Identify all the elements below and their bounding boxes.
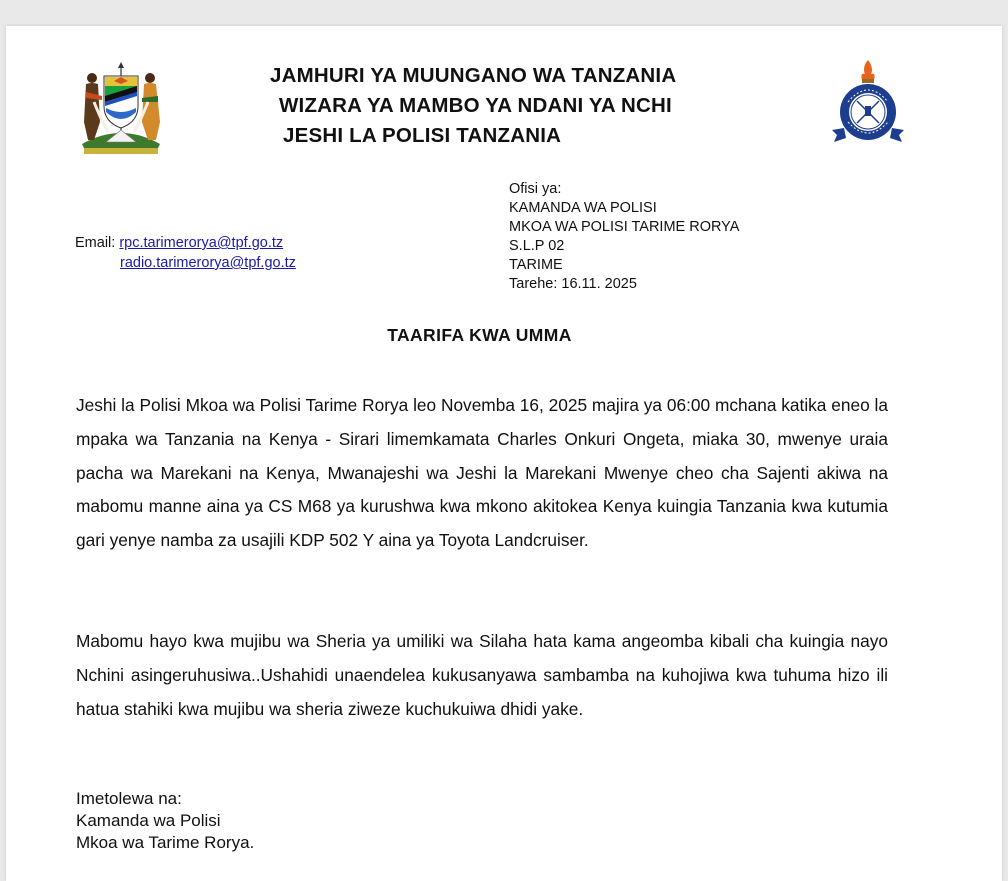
email-link-radio[interactable]: radio.tarimerorya@tpf.go.tz [120, 255, 296, 271]
office-date: Tarehe: 16.11. 2025 [509, 276, 637, 292]
document-title: TAARIFA KWA UMMA [387, 325, 572, 345]
letterhead-line-1: JAMHURI YA MUUNGANO WA TANZANIA [270, 64, 677, 87]
signoff-line-2: Kamanda wa Polisi [76, 811, 221, 830]
email-label: Email: [75, 235, 116, 251]
signoff-line-1: Imetolewa na: [76, 789, 182, 808]
letterhead-line-2: WIZARA YA MAMBO YA NDANI YA NCHI [279, 94, 672, 117]
email-link-rpc[interactable]: rpc.tarimerorya@tpf.go.tz [119, 235, 284, 251]
office-line-3: MKOA WA POLISI TARIME RORYA [509, 219, 740, 235]
signoff-line-3: Mkoa wa Tarime Rorya. [76, 833, 255, 852]
office-line-4: S.L.P 02 [509, 238, 565, 254]
police-emblem-icon [826, 58, 910, 144]
office-line-5: TARIME [509, 257, 563, 273]
office-line-1: Ofisi ya: [509, 181, 562, 197]
office-line-2: KAMANDA WA POLISI [509, 200, 657, 216]
coat-of-arms-icon [72, 62, 170, 156]
letter-page [6, 26, 1002, 881]
body-paragraph-1: Jeshi la Polisi Mkoa wa Polisi Tarime Rorya leo Novemba 16, 2025 majira ya 06:00 mchana katika eneo la mpaka wa Tanzania na Kenya - Sirari limemkamata Charles Onkuri Ongeta, miaka 30, mwenye uraia pacha wa Marekani na Kenya, Mwanajeshi wa Jeshi la Marekani Mwenye cheo cha Sajenti akiwa na mabomu manne aina ya CS M68 ya kurushwa kwa mkono akitokea Kenya kuingia Tanzania kwa kutumia gari yenye namba za usajili KDP 502 Y aina ya Toyota Landcruiser. [76, 395, 888, 551]
email-block [75, 235, 283, 251]
letterhead-line-3: JESHI LA POLISI TANZANIA [283, 124, 562, 147]
body-paragraph-2: Mabomu hayo kwa mujibu wa Sheria ya umiliki wa Silaha hata kama angeomba kibali cha kuingia nayo Nchini asingeruhusiwa..Ushahidi unaendelea kukusanyawa sambamba na kuhojiwa kwa tuhuma hizo ili hatua stahiki kwa mujibu wa sheria ziweze kuchukuiwa dhidi yake. [76, 631, 888, 719]
